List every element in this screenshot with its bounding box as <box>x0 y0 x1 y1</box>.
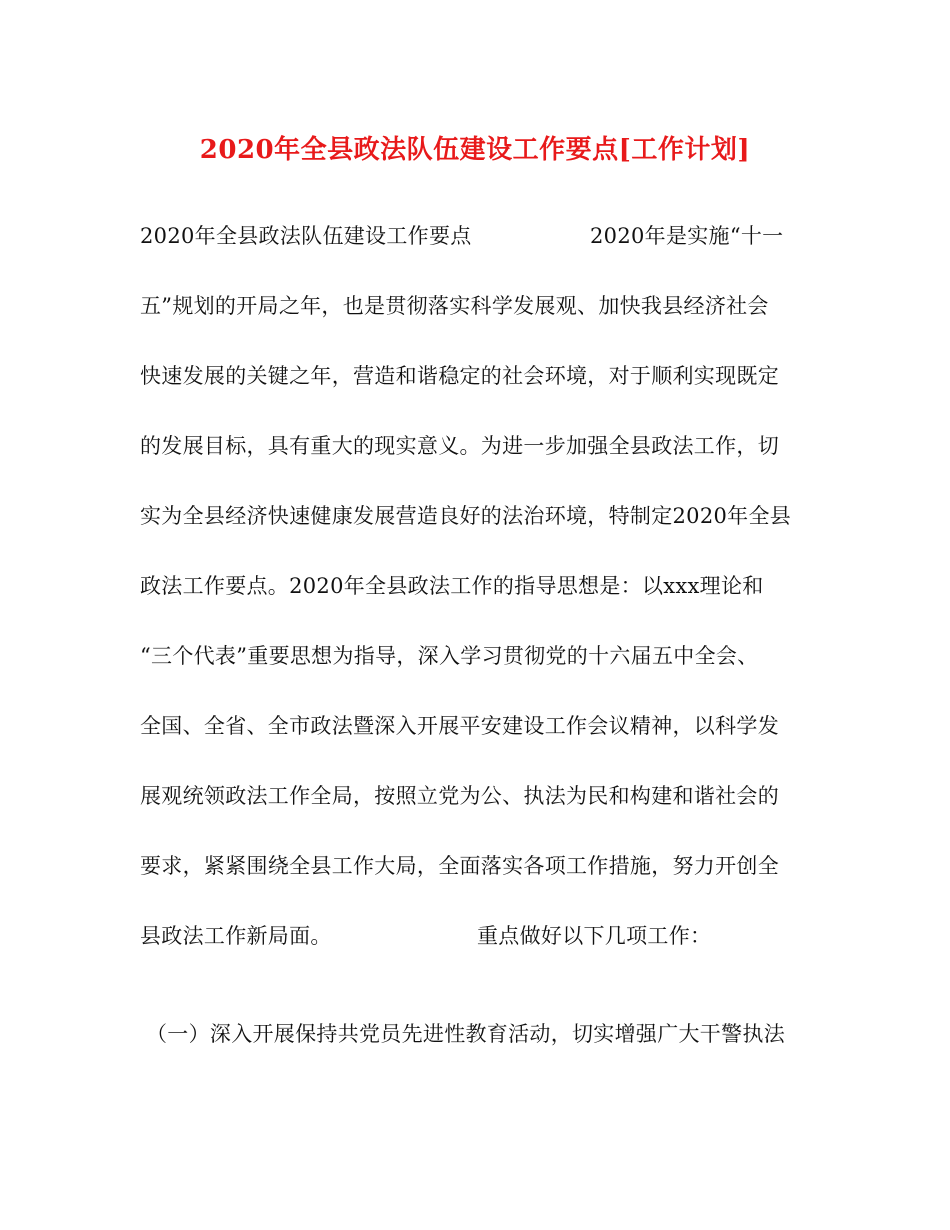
section-1-heading: （一）深入开展保持共党员先进性教育活动，切实增强广大干警执法 <box>146 1022 785 1046</box>
body-line-3: 快速发展的关键之年，营造和谐稳定的社会环境，对于顺利实现既定 <box>140 364 779 388</box>
body-line-1 <box>140 216 840 256</box>
body-line-11 <box>140 916 840 956</box>
body-line-8: 全国、全省、全市政法暨深入开展平安建设工作会议精神，以科学发 <box>140 714 779 738</box>
body-line-1-text: 2020年是实施“十一 <box>590 224 784 248</box>
body-line-11-heading: 重点做好以下几项工作： <box>477 924 712 948</box>
body-line-2: 五”规划的开局之年，也是贯彻落实科学发展观、加快我县经济社会 <box>140 294 769 318</box>
body-line-1-heading: 2020年全县政法队伍建设工作要点 <box>140 224 472 248</box>
body-line-7: “三个代表”重要思想为指导，深入学习贯彻党的十六届五中全会、 <box>140 644 759 668</box>
body-line-9: 展观统领政法工作全局，按照立党为公、执法为民和构建和谐社会的 <box>140 784 779 808</box>
body-line-6: 政法工作要点。2020年全县政法工作的指导思想是：以xxx理论和 <box>140 574 764 598</box>
body-line-4: 的发展目标，具有重大的现实意义。为进一步加强全县政法工作，切 <box>140 434 779 458</box>
body-line-10: 要求，紧紧围绕全县工作大局，全面落实各项工作措施，努力开创全 <box>140 854 779 878</box>
document-title: 2020年全县政法队伍建设工作要点[工作计划] <box>199 135 751 165</box>
body-line-11-text: 县政法工作新局面。 <box>140 924 332 948</box>
body-line-5: 实为全县经济快速健康发展营造良好的法治环境，特制定2020年全县 <box>140 504 792 528</box>
